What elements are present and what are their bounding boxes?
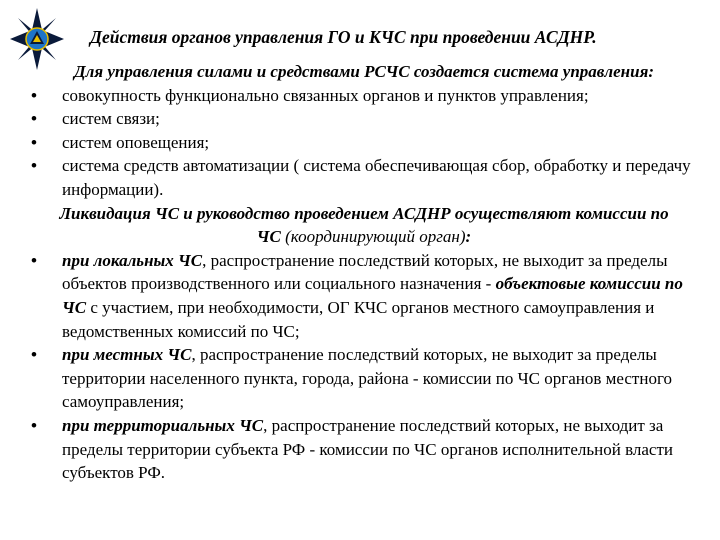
list-item-local (28, 249, 700, 343)
list-item-territorial (28, 414, 700, 485)
item-text: , распространение последствий которых, не выходит за пределы объектов производственного или социального назначения - (62, 250, 668, 294)
heading-end-part: : (465, 227, 472, 247)
section-heading-liquidation (28, 202, 700, 249)
item-text: , распространение последствий которых, не выходит за пределы территории населенного пункта, города, района - комиссии по ЧС органов местного самоуправления; (62, 345, 672, 412)
item-text: , распространение последствий которых, не выходит за пределы территории субъекта РФ - комиссии по ЧС органов исполнительной власти субъектов РФ. (62, 415, 673, 483)
section-heading-management: Для управления силами и средствами РСЧС создается система управления: (74, 62, 654, 81)
list-item: • система средств автоматизации ( система обеспечивающая сбор, обработку и передачу информации). (28, 154, 700, 201)
list-item-municipal (28, 343, 700, 414)
document-body (28, 60, 700, 485)
heading-italic-part: (координирующий орган) (280, 227, 466, 247)
page-title: Действия органов управления ГО и КЧС при проведении АСДНР. (90, 27, 597, 47)
item-text-2: с участием, при необходимости, ОГ КЧС органов местного самоуправления и ведомственных комиссий по ЧС; (62, 297, 655, 341)
list-item: • систем оповещения; (28, 131, 700, 155)
management-system-list (28, 84, 700, 202)
item-emphasis: объектовые комиссии по ЧС (62, 274, 683, 317)
item-lead: при локальных ЧС (62, 250, 203, 270)
emergency-levels-list (28, 249, 700, 485)
heading-bold-part: Ликвидация ЧС и руководство проведением АСДНР осуществляют комиссии по ЧС (59, 203, 669, 247)
item-lead: при территориальных ЧС (62, 415, 264, 435)
list-item: • совокупность функционально связанных органов и пунктов управления; (28, 84, 700, 108)
item-lead: при местных ЧС (62, 345, 192, 365)
list-item: • систем связи; (28, 107, 700, 131)
